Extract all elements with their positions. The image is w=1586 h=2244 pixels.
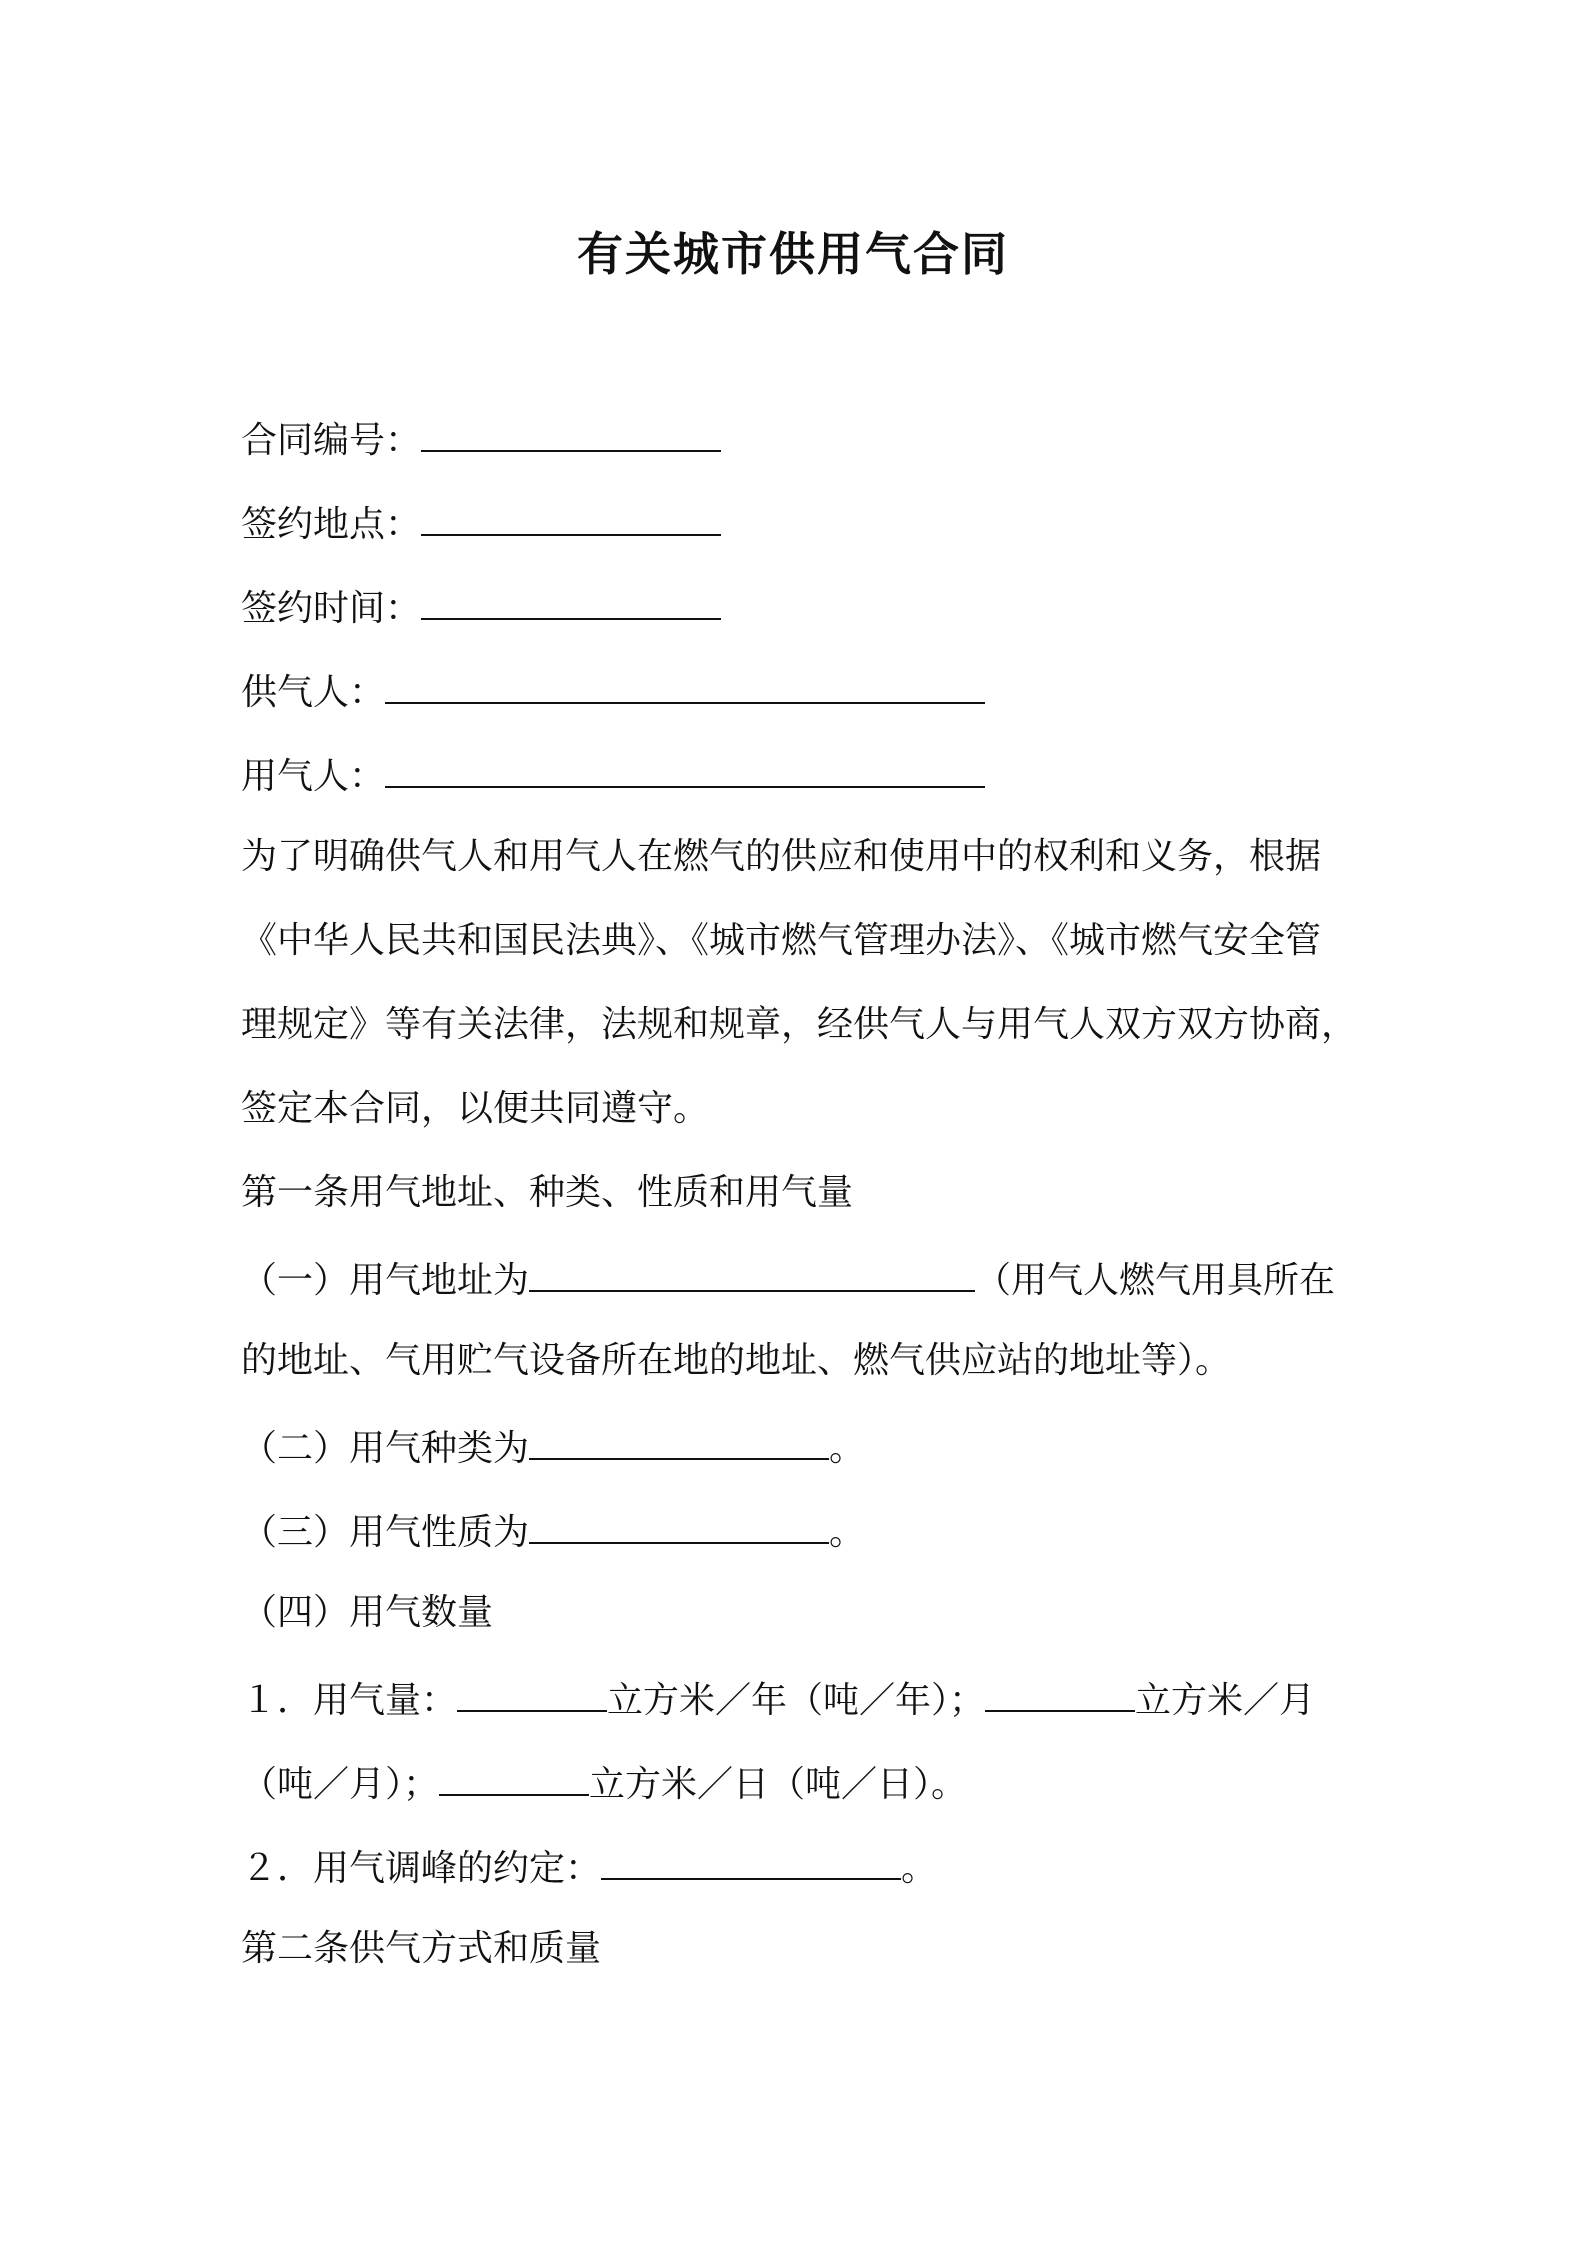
fill-blank[interactable] (439, 1756, 589, 1796)
article1-item1 (241, 1252, 1335, 1306)
article1-sub1-cont (241, 1756, 967, 1810)
field-label: 合同编号： (241, 420, 422, 461)
article1-item1-cont: 的地址、气用贮气设备所在地的地址、燃气供应站的地址等）。 (241, 1340, 1232, 1381)
article1-sub2 (241, 1840, 937, 1894)
preamble-line: 为了明确供气人和用气人在燃气的供应和使用中的权利和义务，根据 (241, 836, 1322, 877)
item-prefix: （二）用气种类为 (241, 1428, 530, 1469)
fill-blank[interactable] (421, 412, 721, 452)
unit-year: 立方米／年（吨／年）； (607, 1680, 986, 1721)
article1-heading: 第一条用气地址、种类、性质和用气量 (241, 1172, 854, 1213)
article1-item4-heading: （四）用气数量 (241, 1592, 494, 1633)
fill-blank[interactable] (529, 1420, 829, 1460)
field-contract-number (241, 412, 721, 466)
article2-heading: 第二条供气方式和质量 (241, 1928, 602, 1969)
field-signing-time (241, 580, 721, 634)
field-gas-user (241, 748, 985, 802)
item-prefix: ２．用气调峰的约定： (241, 1848, 602, 1889)
item-prefix: （一）用气地址为 (241, 1260, 530, 1301)
field-label: 签约地点： (241, 504, 422, 545)
article1-item2 (241, 1420, 865, 1474)
item-prefix: １．用气量： (241, 1680, 458, 1721)
fill-blank[interactable] (421, 580, 721, 620)
unit-month: 立方米／月 (1135, 1680, 1316, 1721)
item-prefix: （吨／月）； (241, 1764, 440, 1805)
article1-item3 (241, 1504, 865, 1558)
fill-blank[interactable] (985, 1672, 1135, 1712)
document-title: 有关城市供用气合同 (577, 227, 1009, 281)
unit-day: 立方米／日（吨／日）。 (589, 1764, 968, 1805)
item-suffix: 。 (829, 1428, 866, 1469)
fill-blank[interactable] (529, 1504, 829, 1544)
fill-blank[interactable] (385, 664, 985, 704)
field-label: 签约时间： (241, 588, 422, 629)
item-suffix: （用气人燃气用具所在 (975, 1260, 1336, 1301)
fill-blank[interactable] (457, 1672, 607, 1712)
field-signing-place (241, 496, 721, 550)
article1-sub1 (241, 1672, 1315, 1726)
field-label: 供气人： (241, 672, 386, 713)
field-gas-supplier (241, 664, 985, 718)
item-suffix: 。 (901, 1848, 938, 1889)
fill-blank[interactable] (385, 748, 985, 788)
fill-blank[interactable] (421, 496, 721, 536)
fill-blank[interactable] (601, 1840, 901, 1880)
item-suffix: 。 (829, 1512, 866, 1553)
fill-blank[interactable] (529, 1252, 975, 1292)
preamble-line: 理规定》等有关法律，法规和规章，经供气人与用气人双方双方协商， (241, 1004, 1358, 1045)
preamble-line: 签定本合同，以便共同遵守。 (241, 1088, 710, 1129)
preamble-line: 《中华人民共和国民法典》、《城市燃气管理办法》、《城市燃气安全管 (241, 920, 1322, 961)
item-prefix: （三）用气性质为 (241, 1512, 530, 1553)
field-label: 用气人： (241, 756, 386, 797)
